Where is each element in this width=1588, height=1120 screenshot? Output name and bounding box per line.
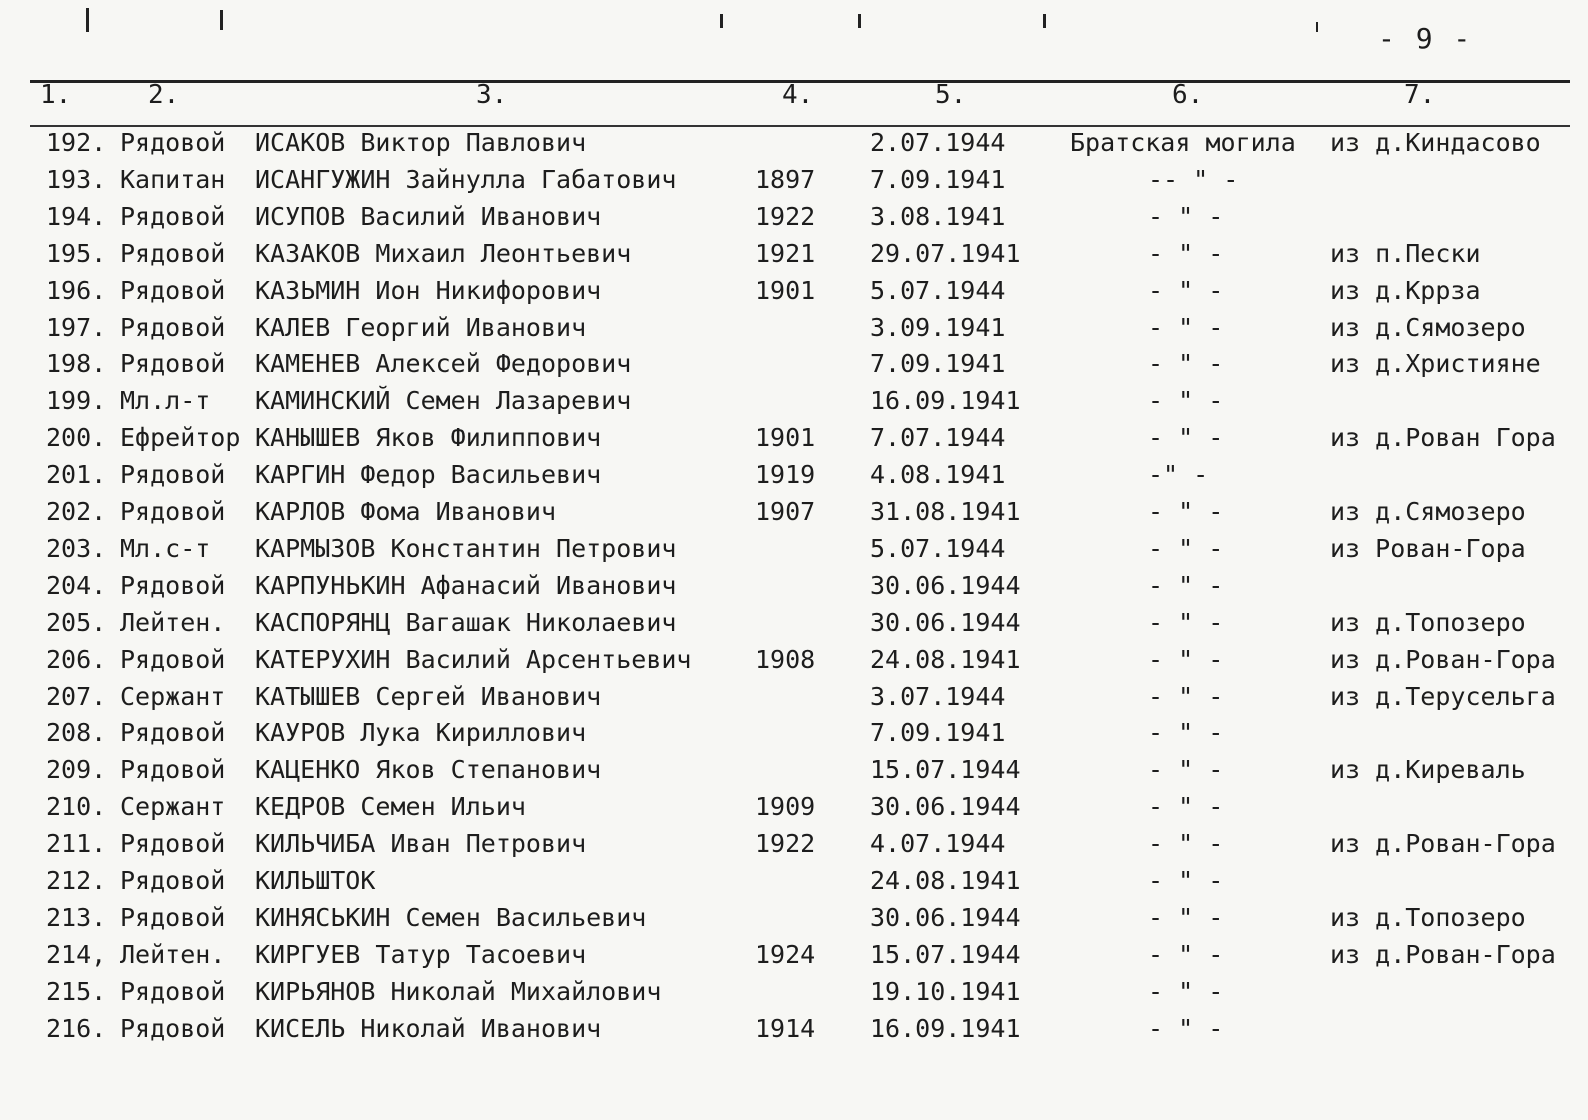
column-header-6: 6.	[1172, 80, 1204, 110]
scan-mark	[220, 10, 223, 30]
row-number: 201.	[46, 460, 107, 490]
row-number: 197.	[46, 312, 107, 342]
row-number: 192.	[46, 128, 107, 157]
rank: Рядовой	[120, 349, 226, 379]
row-number: 199.	[46, 386, 107, 416]
row-number: 216.	[46, 1013, 107, 1043]
row-number: 208.	[46, 718, 107, 748]
row-number: 198.	[46, 349, 107, 379]
burial-place: - " -	[1148, 497, 1224, 526]
full-name: КАРЛОВ Фома Иванович	[255, 497, 557, 526]
scan-mark	[86, 8, 89, 32]
rank: Рядовой	[120, 976, 226, 1006]
rank: Лейтен.	[120, 939, 226, 969]
full-name: КАРПУНЬКИН Афанасий Иванович	[255, 570, 677, 600]
row-number: 211.	[46, 829, 107, 859]
burial-place: -" -	[1148, 460, 1209, 490]
death-date: 4.08.1941	[870, 460, 1006, 490]
rank: Рядовой	[120, 829, 226, 859]
death-date: 31.08.1941	[870, 497, 1021, 526]
rank: Мл.л-т	[120, 386, 211, 416]
burial-place: -- " -	[1148, 164, 1239, 194]
full-name: КЕДРОВ Семен Ильич	[255, 792, 526, 822]
scan-mark	[1043, 14, 1046, 28]
full-name: КАЦЕНКО Яков Степанович	[255, 755, 602, 785]
burial-place: - " -	[1148, 1013, 1224, 1043]
rank: Лейтен.	[120, 607, 226, 637]
burial-place: - " -	[1148, 349, 1224, 379]
table-row	[0, 977, 1588, 1013]
burial-place: Братская могила	[1070, 128, 1296, 157]
full-name: КИЛЬЧИБА Иван Петрович	[255, 829, 587, 859]
rank: Рядовой	[120, 460, 226, 490]
full-name: КАТЕРУХИН Василий Арсентьевич	[255, 644, 692, 674]
full-name: КАТЫШЕВ Сергей Иванович	[255, 681, 602, 711]
death-date: 30.06.1944	[870, 902, 1021, 932]
scan-mark	[858, 14, 861, 28]
rank: Рядовой	[120, 275, 226, 305]
burial-place: - " -	[1148, 644, 1224, 674]
burial-place: - " -	[1148, 238, 1224, 268]
origin: из д.Християне	[1330, 349, 1541, 379]
death-date: 15.07.1944	[870, 939, 1021, 969]
birth-year: 1922	[755, 829, 816, 859]
origin: из п.Пески	[1330, 238, 1481, 268]
birth-year: 1901	[755, 423, 816, 453]
row-number: 214,	[46, 939, 107, 969]
death-date: 7.09.1941	[870, 718, 1006, 748]
full-name: КИРГУЕВ Татур Тасоевич	[255, 939, 587, 969]
row-number: 210.	[46, 792, 107, 822]
column-header-4: 4.	[782, 80, 814, 110]
table-row	[0, 682, 1588, 718]
full-name: КАУРОВ Лука Кириллович	[255, 718, 587, 748]
birth-year: 1924	[755, 939, 816, 969]
death-date: 2.07.1944	[870, 128, 1006, 157]
death-date: 16.09.1941	[870, 1013, 1021, 1043]
rank: Сержант	[120, 681, 226, 711]
row-number: 196.	[46, 275, 107, 305]
full-name: КАМИНСКИЙ Семен Лазаревич	[255, 386, 632, 416]
table-row	[0, 276, 1588, 312]
origin: из д.Рован Гора	[1330, 423, 1556, 453]
death-date: 19.10.1941	[870, 976, 1021, 1006]
table-row	[0, 423, 1588, 459]
origin: из д.Терусельга	[1330, 681, 1556, 711]
death-date: 24.08.1941	[870, 644, 1021, 674]
table-row	[0, 165, 1588, 201]
burial-place: - " -	[1148, 792, 1224, 822]
full-name: КИНЯСЬКИН Семен Васильевич	[255, 902, 647, 932]
death-date: 16.09.1941	[870, 386, 1021, 416]
rank: Рядовой	[120, 238, 226, 268]
column-header-1: 1.	[40, 80, 72, 110]
row-number: 205.	[46, 607, 107, 637]
burial-place: - " -	[1148, 829, 1224, 859]
burial-place: - " -	[1148, 939, 1224, 969]
death-date: 7.09.1941	[870, 349, 1006, 379]
table-row	[0, 313, 1588, 349]
death-date: 7.09.1941	[870, 164, 1006, 194]
table-row	[0, 755, 1588, 791]
burial-place: - " -	[1148, 607, 1224, 637]
table-row	[0, 534, 1588, 570]
origin: из д.Киреваль	[1330, 755, 1526, 785]
row-number: 193.	[46, 164, 107, 194]
row-number: 204.	[46, 570, 107, 600]
table-row	[0, 349, 1588, 385]
origin: из д.Топозеро	[1330, 607, 1526, 637]
rank: Рядовой	[120, 902, 226, 932]
full-name: ИСАКОВ Виктор Павлович	[255, 128, 587, 157]
row-number: 203.	[46, 533, 107, 563]
death-date: 3.08.1941	[870, 201, 1006, 231]
page-number: - 9 -	[1378, 22, 1473, 55]
death-date: 4.07.1944	[870, 829, 1006, 859]
row-number: 213.	[46, 902, 107, 932]
table-row	[0, 128, 1588, 164]
birth-year: 1909	[755, 792, 816, 822]
origin: из д.Рован-Гора	[1330, 644, 1556, 674]
table-row	[0, 792, 1588, 828]
death-date: 30.06.1944	[870, 570, 1021, 600]
full-name: КАРМЫЗОВ Константин Петрович	[255, 533, 677, 563]
full-name: КАЗЬМИН Ион Никифорович	[255, 275, 602, 305]
table-row	[0, 829, 1588, 865]
row-number: 212.	[46, 866, 107, 895]
death-date: 3.09.1941	[870, 312, 1006, 342]
row-number: 207.	[46, 681, 107, 711]
rank: Рядовой	[120, 755, 226, 785]
burial-place: - " -	[1148, 718, 1224, 748]
burial-place: - " -	[1148, 681, 1224, 711]
death-date: 30.06.1944	[870, 607, 1021, 637]
full-name: ИСАНГУЖИН Зайнулла Габатович	[255, 164, 677, 194]
rank: Капитан	[120, 164, 226, 194]
table-row	[0, 571, 1588, 607]
birth-year: 1901	[755, 275, 816, 305]
rank: Рядовой	[120, 128, 226, 157]
death-date: 29.07.1941	[870, 238, 1021, 268]
origin: из Рован-Гора	[1330, 533, 1526, 563]
burial-place: - " -	[1148, 570, 1224, 600]
column-header-3: 3.	[476, 80, 508, 110]
scan-mark	[1316, 22, 1318, 32]
birth-year: 1908	[755, 644, 816, 674]
table-row	[0, 718, 1588, 754]
table-row	[0, 239, 1588, 275]
burial-place: - " -	[1148, 275, 1224, 305]
full-name: КИСЕЛЬ Николай Иванович	[255, 1013, 602, 1043]
birth-year: 1919	[755, 460, 816, 490]
table-row	[0, 608, 1588, 644]
table-row	[0, 940, 1588, 976]
row-number: 209.	[46, 755, 107, 785]
table-row	[0, 386, 1588, 422]
death-date: 3.07.1944	[870, 681, 1006, 711]
table-row	[0, 903, 1588, 939]
row-number: 206.	[46, 644, 107, 674]
burial-place: - " -	[1148, 902, 1224, 932]
burial-place: - " -	[1148, 976, 1224, 1006]
burial-place: - " -	[1148, 533, 1224, 563]
birth-year: 1922	[755, 201, 816, 231]
rank: Рядовой	[120, 1013, 226, 1043]
rank: Ефрейтор	[120, 423, 241, 453]
full-name: КАРГИН Федор Васильевич	[255, 460, 602, 490]
row-number: 195.	[46, 238, 107, 268]
rank: Рядовой	[120, 866, 226, 895]
table-row	[0, 460, 1588, 496]
birth-year: 1907	[755, 497, 816, 526]
origin: из д.Сямозеро	[1330, 497, 1526, 526]
origin: из д.Топозеро	[1330, 902, 1526, 932]
column-header-2: 2.	[148, 80, 180, 110]
death-date: 15.07.1944	[870, 755, 1021, 785]
rank: Рядовой	[120, 201, 226, 231]
origin: из д.Киндасово	[1330, 128, 1541, 157]
column-header-5: 5.	[935, 80, 967, 110]
full-name: ИСУПОВ Василий Иванович	[255, 201, 602, 231]
origin: из д.Рован-Гора	[1330, 829, 1556, 859]
burial-place: - " -	[1148, 386, 1224, 416]
burial-place: - " -	[1148, 312, 1224, 342]
death-date: 5.07.1944	[870, 275, 1006, 305]
row-number: 200.	[46, 423, 107, 453]
table-row	[0, 202, 1588, 238]
origin: из д.Рован-Гора	[1330, 939, 1556, 969]
table-row	[0, 1014, 1588, 1050]
rank: Мл.с-т	[120, 533, 211, 563]
origin: из д.Сямозеро	[1330, 312, 1526, 342]
table-row	[0, 866, 1588, 902]
rank: Рядовой	[120, 312, 226, 342]
column-header-7: 7.	[1404, 80, 1436, 110]
birth-year: 1921	[755, 238, 816, 268]
birth-year: 1897	[755, 164, 816, 194]
full-name: КАМЕНЕВ Алексей Федорович	[255, 349, 632, 379]
origin: из д.Кррза	[1330, 275, 1481, 305]
burial-place: - " -	[1148, 423, 1224, 453]
full-name: КИРЬЯНОВ Николай Михайлович	[255, 976, 662, 1006]
rank: Рядовой	[120, 497, 226, 526]
rank: Рядовой	[120, 570, 226, 600]
header-rule-bottom	[30, 125, 1570, 127]
death-date: 7.07.1944	[870, 423, 1006, 453]
full-name: КАЗАКОВ Михаил Леонтьевич	[255, 238, 632, 268]
table-row	[0, 497, 1588, 533]
full-name: КАНЫШЕВ Яков Филиппович	[255, 423, 602, 453]
burial-place: - " -	[1148, 866, 1224, 895]
burial-place: - " -	[1148, 201, 1224, 231]
scan-mark	[720, 14, 723, 28]
rank: Рядовой	[120, 718, 226, 748]
rank: Рядовой	[120, 644, 226, 674]
row-number: 202.	[46, 497, 107, 526]
birth-year: 1914	[755, 1013, 816, 1043]
full-name: КАСПОРЯНЦ Вагашак Николаевич	[255, 607, 677, 637]
full-name: КИЛЬШТОК	[255, 866, 376, 895]
table-row	[0, 645, 1588, 681]
death-date: 24.08.1941	[870, 866, 1021, 895]
death-date: 5.07.1944	[870, 533, 1006, 563]
row-number: 215.	[46, 976, 107, 1006]
full-name: КАЛЕВ Георгий Иванович	[255, 312, 587, 342]
death-date: 30.06.1944	[870, 792, 1021, 822]
row-number: 194.	[46, 201, 107, 231]
burial-place: - " -	[1148, 755, 1224, 785]
rank: Сержант	[120, 792, 226, 822]
